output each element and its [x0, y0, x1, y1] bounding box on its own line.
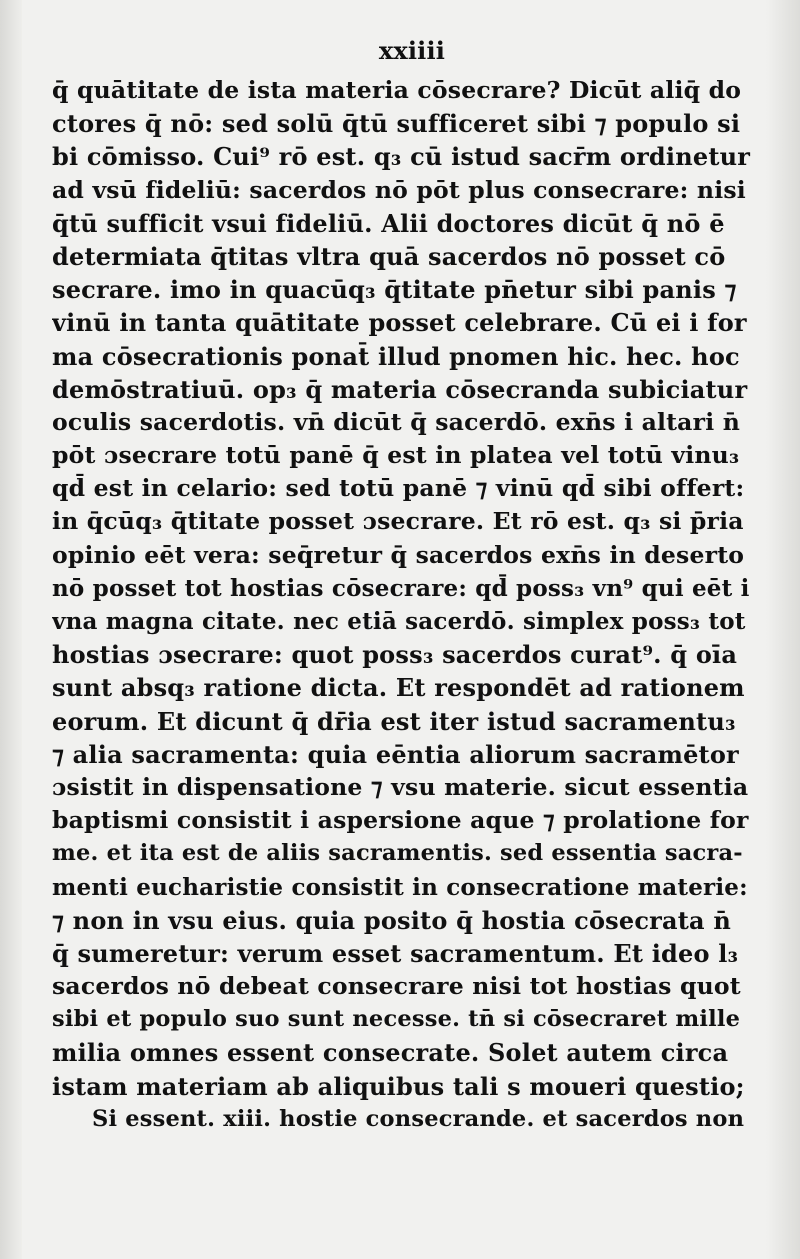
text-line: bi cōmisso. Cui⁹ rō est. q₃ cū istud sacr̄m ordinetur	[52, 142, 751, 172]
text-line: milia omnes essent consecrate. Solet autem circa	[52, 1038, 729, 1068]
text-line: q̄tū sufficit vsui fideliū. Alii doctores dicūt q̄ nō ē	[52, 208, 725, 238]
text-line: ⁊ non in vsu eius. quia posito q̄ hostia cōsecrata n̄	[52, 905, 731, 935]
page-shadow-right	[766, 0, 800, 1259]
text-line: ⁊ alia sacramenta: quia eēntia aliorum sacramētor	[52, 739, 739, 769]
text-line: baptismi consistit i aspersione aque ⁊ prolatione for	[52, 806, 749, 835]
text-line: nō posset tot hostias cōsecrare: qd̄ poss₃ vn⁹ qui eēt i	[52, 574, 750, 602]
text-line: Si essent. xiii. hostie consecrande. et sacerdos non	[92, 1105, 745, 1132]
text-line: determiata q̄titas vltra quā sacerdos nō posset cō	[52, 241, 726, 271]
page-shadow-left	[0, 0, 22, 1259]
text-line: opinio eēt vera: seq̄retur q̄ sacerdos exn̄s in deserto	[52, 540, 745, 569]
text-line: eorum. Et dicunt q̄ dr̄ia est iter istud sacramentu₃	[52, 706, 736, 736]
folio-number: xxiiii	[378, 36, 446, 65]
text-lines	[52, 74, 752, 1136]
text-block	[52, 30, 752, 1136]
text-line: ad vsū fideliū: sacerdos nō pōt plus consecrare: nisi	[52, 175, 746, 204]
text-line: sunt absq₃ ratione dicta. Et respondēt ad rationem	[52, 673, 745, 703]
text-line: vna magna citate. nec etiā sacerdō. simplex poss₃ tot	[52, 608, 746, 635]
text-line: q̄ quātitate de ista materia cōsecrare? Dicūt aliq̄ do	[52, 76, 742, 104]
text-line: secrare. imo in quacūq₃ q̄titate pn̄etur sibi panis ⁊	[52, 275, 737, 305]
text-line: qd̄ est in celario: sed totū panē ⁊ vinū qd̄ sibi offert:	[52, 474, 745, 503]
text-line: menti eucharistie consistit in consecratione materie:	[52, 873, 748, 901]
text-line: me. et ita est de aliis sacramentis. sed essentia sacra-	[52, 840, 743, 867]
text-line: ctores q̄ nō: sed solū q̄tū sufficeret sibi ⁊ populo si	[52, 109, 741, 139]
text-line: istam materiam ab aliquibus tali s moueri questio;	[52, 1071, 745, 1101]
text-line: sacerdos nō debeat consecrare nisi tot hostias quot	[52, 972, 741, 1001]
text-line: in q̄cūq₃ q̄titate posset ɔsecrare. Et rō est. q₃ si p̄ria	[52, 507, 744, 536]
text-line: pōt ɔsecrare totū panē q̄ est in platea vel totū vinu₃	[52, 441, 740, 470]
text-line: sibi et populo suo sunt necesse. tn̄ si cōsecraret mille	[52, 1006, 741, 1033]
text-line: hostias ɔsecrare: quot poss₃ sacerdos curat⁹. q̄ oīa	[52, 640, 738, 670]
text-line: demōstratiuū. op₃ q̄ materia cōsecranda subiciatur	[52, 374, 748, 404]
text-line: oculis sacerdotis. vn̄ dicūt q̄ sacerdō. exn̄s i altari n̄	[52, 407, 740, 436]
text-line: ma cōsecrationis ponat̄ illud pnomen hic. hec. hoc	[52, 341, 740, 371]
text-line: q̄ sumeretur: verum esset sacramentum. Et ideo l₃	[52, 938, 739, 968]
text-line: ɔsistit in dispensatione ⁊ vsu materie. sicut essentia	[52, 772, 749, 801]
text-line: vinū in tanta quātitate posset celebrare. Cū ei i for	[52, 308, 747, 338]
